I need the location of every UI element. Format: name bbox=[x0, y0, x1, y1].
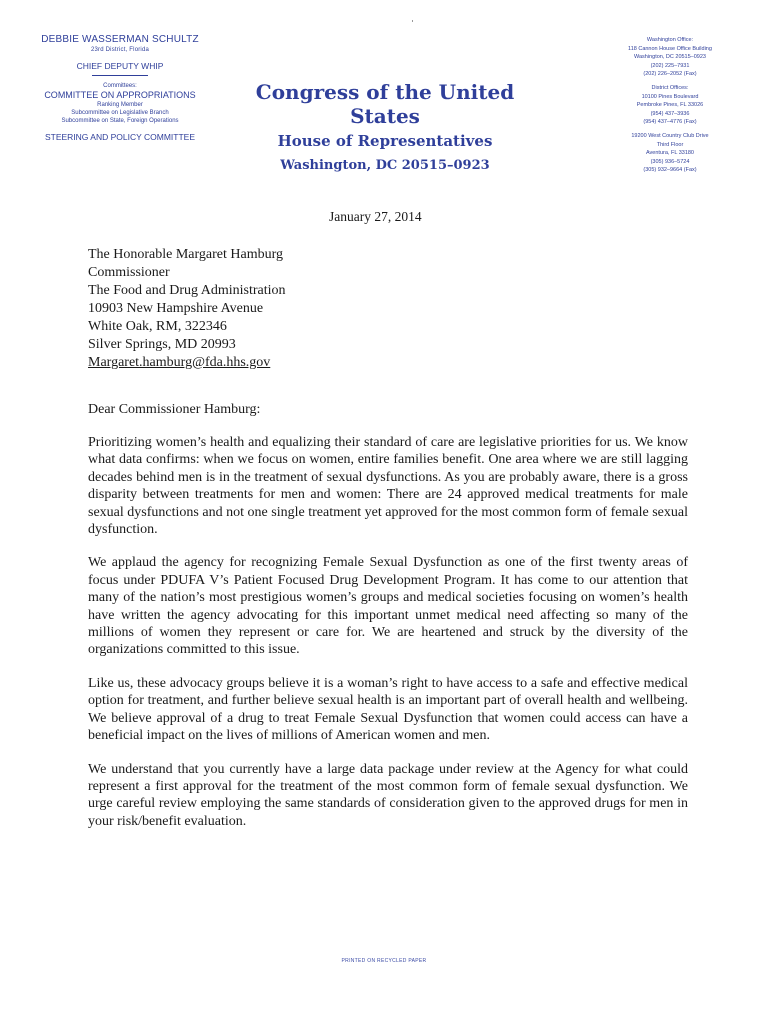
address-line: Silver Springs, MD 20993 bbox=[88, 337, 236, 352]
committees-label: Committees: bbox=[103, 83, 137, 89]
scan-mark bbox=[412, 20, 413, 22]
office-line: 19200 West Country Club Drive bbox=[631, 132, 709, 139]
salutation: Dear Commissioner Hamburg: bbox=[88, 402, 261, 417]
ranking-member: Ranking Member bbox=[97, 102, 143, 108]
office-line: (202) 226–2052 (Fax) bbox=[643, 71, 697, 78]
office-line: (305) 932–9664 (Fax) bbox=[643, 167, 697, 174]
address-line: 10903 New Hampshire Avenue bbox=[88, 301, 264, 316]
office-label: District Offices: bbox=[651, 84, 689, 91]
office-line: Pembroke Pines, FL 33026 bbox=[636, 102, 704, 109]
committee-name: COMMITTEE ON APPROPRIATIONS bbox=[44, 90, 196, 100]
office-line: (202) 225–7931 bbox=[650, 62, 690, 69]
congress-title: Congress of the United States bbox=[255, 80, 515, 128]
address-line: Commissioner bbox=[88, 265, 170, 280]
washington-office bbox=[590, 36, 750, 79]
city-line: Washington, DC 20515–0923 bbox=[280, 158, 490, 173]
recycled-paper-note: PRINTED ON RECYCLED PAPER bbox=[341, 958, 427, 964]
office-line: 118 Cannon House Office Building bbox=[628, 45, 712, 52]
office-line: (305) 936–5724 bbox=[650, 158, 690, 165]
letterhead-right bbox=[590, 36, 750, 180]
district: 23rd District, Florida bbox=[90, 47, 150, 53]
paragraph: Like us, these advocacy groups believe it is a woman’s right to have access to a safe and effective medical option for treatment, and further believe sexual health is an important part of overall health and wellbeing. We believe approval of a drug to treat Female Sexual Dysfunction that women could access can have a beneficial impact on the lives of millions of American women and men. bbox=[88, 675, 688, 744]
district-office-aventura bbox=[590, 132, 750, 175]
steering-committee: STEERING AND POLICY COMMITTEE bbox=[44, 132, 196, 142]
office-label: Washington Office: bbox=[646, 37, 694, 43]
recipient-address bbox=[88, 246, 286, 372]
office-line: (954) 437–4776 (Fax) bbox=[643, 119, 697, 126]
paragraph: We understand that you currently have a large data package under review at the Agency for what could represent a first approval for the treatment of the most common form of female sexual dysfunction. We urge careful review employing the same standards of consideration given to the approved drugs for men in your risk/benefit evaluation. bbox=[88, 761, 688, 829]
subcommittee: Subcommittee on State, Foreign Operations bbox=[61, 118, 179, 124]
subcommittee: Subcommittee on Legislative Branch bbox=[71, 110, 169, 116]
office-line: Third Floor bbox=[656, 141, 684, 148]
paragraph: Prioritizing women’s health and equalizing their standard of care are legislative priorities for us. We know what data confirms: when we focus on women, entire families benefit. One area where we are still lagging decades behind men is in the treatment of sexual dysfunctions. As you are probably aware, there is a gross disparity between treatments for men and women: There are 24 approved medical treatments for male sexual dysfunctions and not one single treatment yet approved for the most common form of female sexual dysfunction. bbox=[88, 435, 688, 538]
house-title: House of Representatives bbox=[277, 132, 493, 150]
letterhead-left bbox=[20, 34, 220, 142]
letter-date: January 27, 2014 bbox=[329, 209, 422, 224]
office-line: (954) 437–3936 bbox=[650, 110, 690, 117]
letter-body bbox=[88, 434, 688, 846]
district-offices bbox=[590, 84, 750, 127]
address-line: The Honorable Margaret Hamburg bbox=[88, 247, 284, 262]
paragraph: We applaud the agency for recognizing Female Sexual Dysfunction as one of the first twenty areas of focus under PDUFA V’s Patient Focused Drug Development Program. It has come to our attention that many of the nation’s most prestigious women’s groups and medical societies focusing on women’s health have written the agency advocating for this important unmet medical need affecting so many of the millions of women they represent or care for. We are heartened and struck by the diversity of the organizations committed to this issue. bbox=[88, 555, 688, 658]
address-line: The Food and Drug Administration bbox=[88, 283, 286, 298]
member-title: CHIEF DEPUTY WHIP bbox=[76, 61, 164, 71]
office-line: 10100 Pines Boulevard bbox=[641, 93, 699, 100]
letterhead-center bbox=[225, 80, 545, 173]
address-line: White Oak, RM, 322346 bbox=[88, 319, 227, 334]
recipient-email: Margaret.hamburg@fda.hhs.gov bbox=[88, 355, 271, 370]
divider bbox=[92, 75, 148, 76]
office-line: Washington, DC 20515–0923 bbox=[634, 54, 706, 61]
member-name: DEBBIE WASSERMAN SCHULTZ bbox=[41, 34, 199, 45]
office-line: Aventura, FL 33180 bbox=[645, 150, 694, 157]
